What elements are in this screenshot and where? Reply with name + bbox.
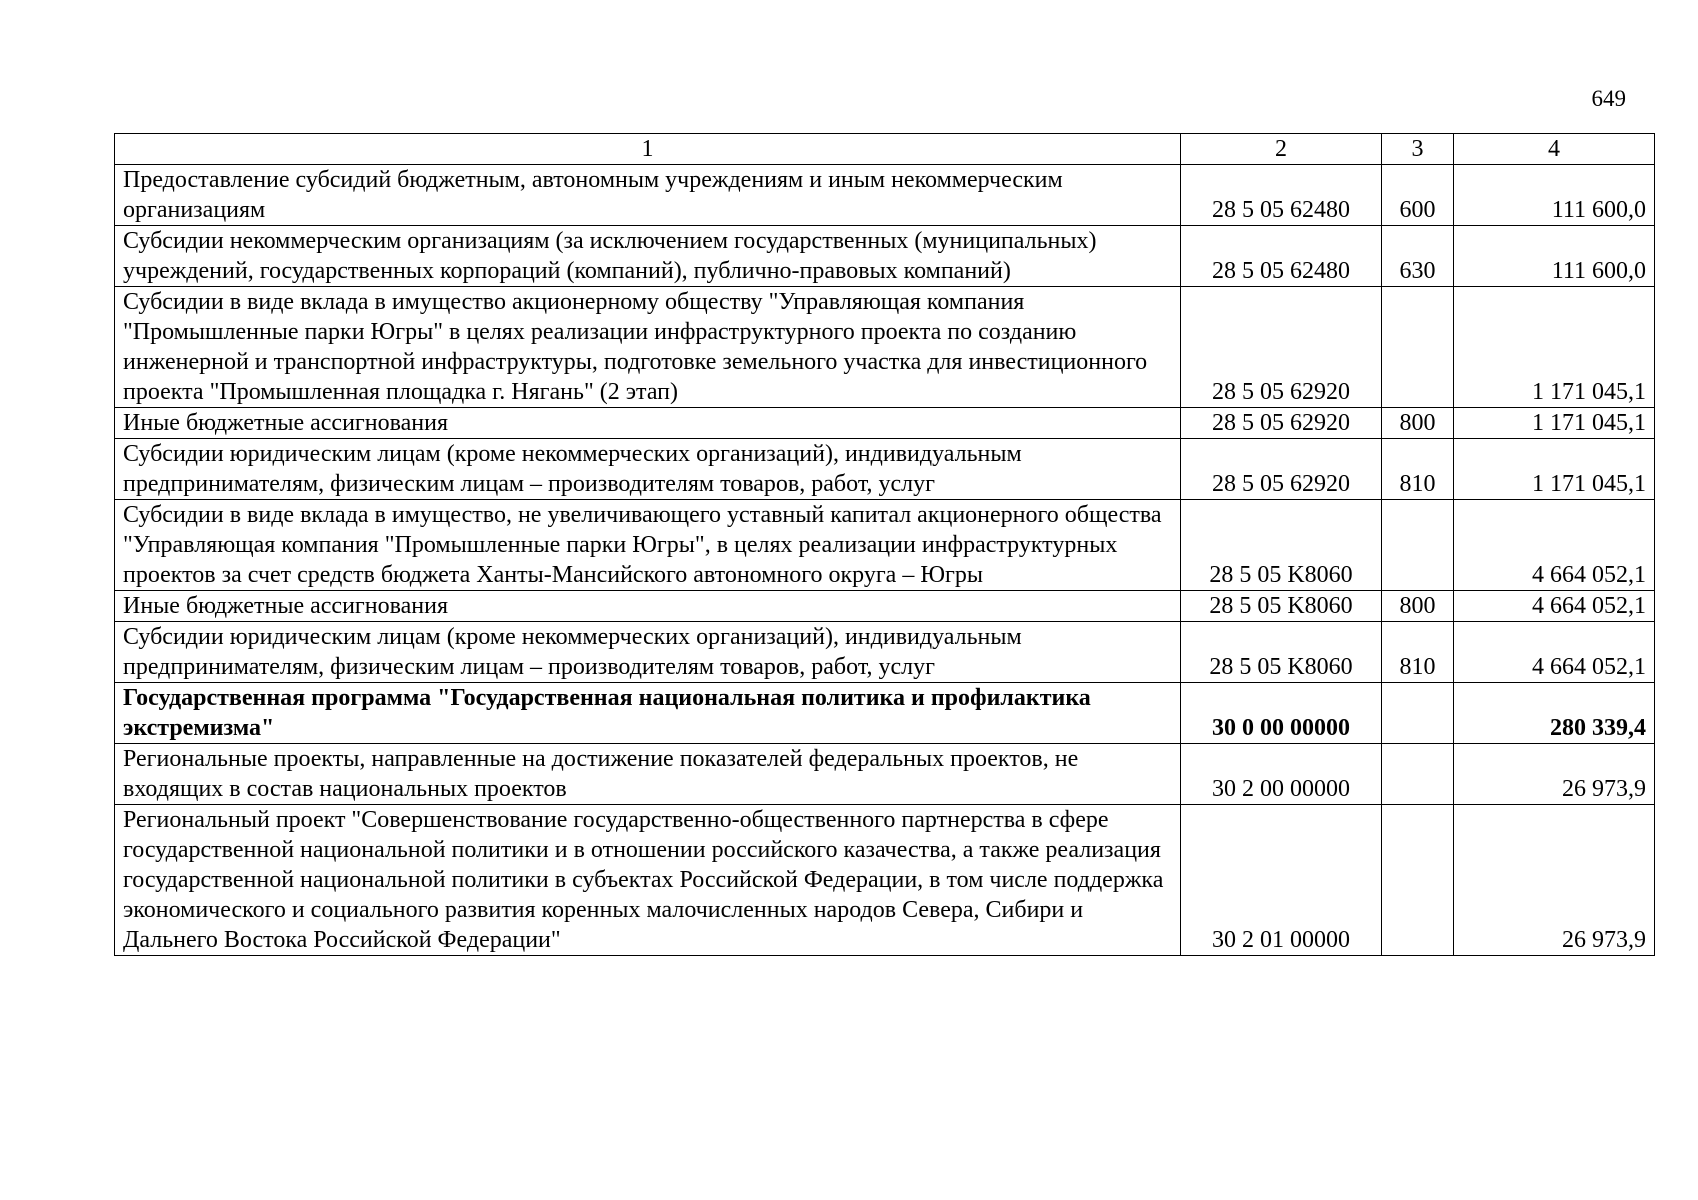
row-vr-cell	[1382, 500, 1454, 591]
row-csr-cell: 28 5 05 62920	[1181, 287, 1382, 408]
budget-table	[114, 133, 1655, 956]
table-row	[115, 226, 1655, 287]
row-csr-cell: 30 0 00 00000	[1181, 683, 1382, 744]
row-vr-cell: 600	[1382, 165, 1454, 226]
row-csr-cell: 28 5 05 62920	[1181, 408, 1382, 439]
table-row-program-total	[115, 683, 1655, 744]
row-name-cell: Субсидии юридическим лицам (кроме некоммерческих организаций), индивидуальным предпринимателям, физическим лицам – производителям товаров, работ, услуг	[115, 622, 1181, 683]
row-name-cell: Региональные проекты, направленные на достижение показателей федеральных проектов, не входящих в состав национальных проектов	[115, 744, 1181, 805]
row-name-cell: Региональный проект "Совершенствование государственно-общественного партнерства в сфере государственной национальной политики и в отношении российского казачества, а также реализация государственной национальной политики в субъектах Российской Федерации, в том числе поддержка экономического и социального развития коренных малочисленных народов Севера, Сибири и Дальнего Востока Российской Федерации"	[115, 805, 1181, 956]
row-vr-cell: 810	[1382, 439, 1454, 500]
row-csr-cell: 30 2 00 00000	[1181, 744, 1382, 805]
column-header-name: 1	[115, 134, 1181, 165]
row-name-cell: Субсидии некоммерческим организациям (за исключением государственных (муниципальных) учреждений, государственных корпораций (компаний), публично-правовых компаний)	[115, 226, 1181, 287]
page-number: 649	[1591, 86, 1626, 111]
row-name-cell: Субсидии в виде вклада в имущество акционерному обществу "Управляющая компания "Промышленные парки Югры" в целях реализации инфраструктурного проекта по созданию инженерной и транспортной инфраструктуры, подготовке земельного участка для инвестиционного проекта "Промышленная площадка г. Нягань" (2 этап)	[115, 287, 1181, 408]
row-csr-cell: 28 5 05 K8060	[1181, 591, 1382, 622]
row-sum-cell: 111 600,0	[1454, 165, 1655, 226]
row-sum-cell: 4 664 052,1	[1454, 500, 1655, 591]
table-row	[115, 500, 1655, 591]
row-vr-cell: 630	[1382, 226, 1454, 287]
row-sum-cell: 1 171 045,1	[1454, 287, 1655, 408]
table-row	[115, 591, 1655, 622]
table-body	[115, 165, 1655, 956]
table-row	[115, 165, 1655, 226]
row-vr-cell: 800	[1382, 408, 1454, 439]
column-header-expense-type: 3	[1382, 134, 1454, 165]
row-name-cell: Предоставление субсидий бюджетным, автономным учреждениям и иным некоммерческим организациям	[115, 165, 1181, 226]
row-sum-cell: 4 664 052,1	[1454, 622, 1655, 683]
row-vr-cell: 810	[1382, 622, 1454, 683]
row-sum-cell: 280 339,4	[1454, 683, 1655, 744]
table-row	[115, 439, 1655, 500]
row-vr-cell	[1382, 683, 1454, 744]
row-vr-cell	[1382, 744, 1454, 805]
row-name-cell: Государственная программа "Государственная национальная политика и профилактика экстремизма"	[115, 683, 1181, 744]
row-vr-cell	[1382, 287, 1454, 408]
table-row	[115, 287, 1655, 408]
table-row	[115, 408, 1655, 439]
row-vr-cell	[1382, 805, 1454, 956]
row-sum-cell: 4 664 052,1	[1454, 591, 1655, 622]
row-vr-cell: 800	[1382, 591, 1454, 622]
row-sum-cell: 1 171 045,1	[1454, 439, 1655, 500]
table-row	[115, 622, 1655, 683]
table-row	[115, 805, 1655, 956]
row-sum-cell: 1 171 045,1	[1454, 408, 1655, 439]
row-csr-cell: 28 5 05 62920	[1181, 439, 1382, 500]
column-header-amount: 4	[1454, 134, 1655, 165]
row-name-cell: Субсидии в виде вклада в имущество, не увеличивающего уставный капитал акционерного общества "Управляющая компания "Промышленные парки Югры", в целях реализации инфраструктурных проектов за счет средств бюджета Ханты-Мансийского автономного округа – Югры	[115, 500, 1181, 591]
row-name-cell: Иные бюджетные ассигнования	[115, 408, 1181, 439]
row-csr-cell: 28 5 05 K8060	[1181, 500, 1382, 591]
row-sum-cell: 26 973,9	[1454, 805, 1655, 956]
column-header-target-article: 2	[1181, 134, 1382, 165]
row-csr-cell: 28 5 05 62480	[1181, 226, 1382, 287]
table-row	[115, 744, 1655, 805]
row-csr-cell: 30 2 01 00000	[1181, 805, 1382, 956]
row-csr-cell: 28 5 05 K8060	[1181, 622, 1382, 683]
row-name-cell: Субсидии юридическим лицам (кроме некоммерческих организаций), индивидуальным предпринимателям, физическим лицам – производителям товаров, работ, услуг	[115, 439, 1181, 500]
row-sum-cell: 111 600,0	[1454, 226, 1655, 287]
row-name-cell: Иные бюджетные ассигнования	[115, 591, 1181, 622]
table-header-row	[115, 134, 1655, 165]
row-csr-cell: 28 5 05 62480	[1181, 165, 1382, 226]
row-sum-cell: 26 973,9	[1454, 744, 1655, 805]
